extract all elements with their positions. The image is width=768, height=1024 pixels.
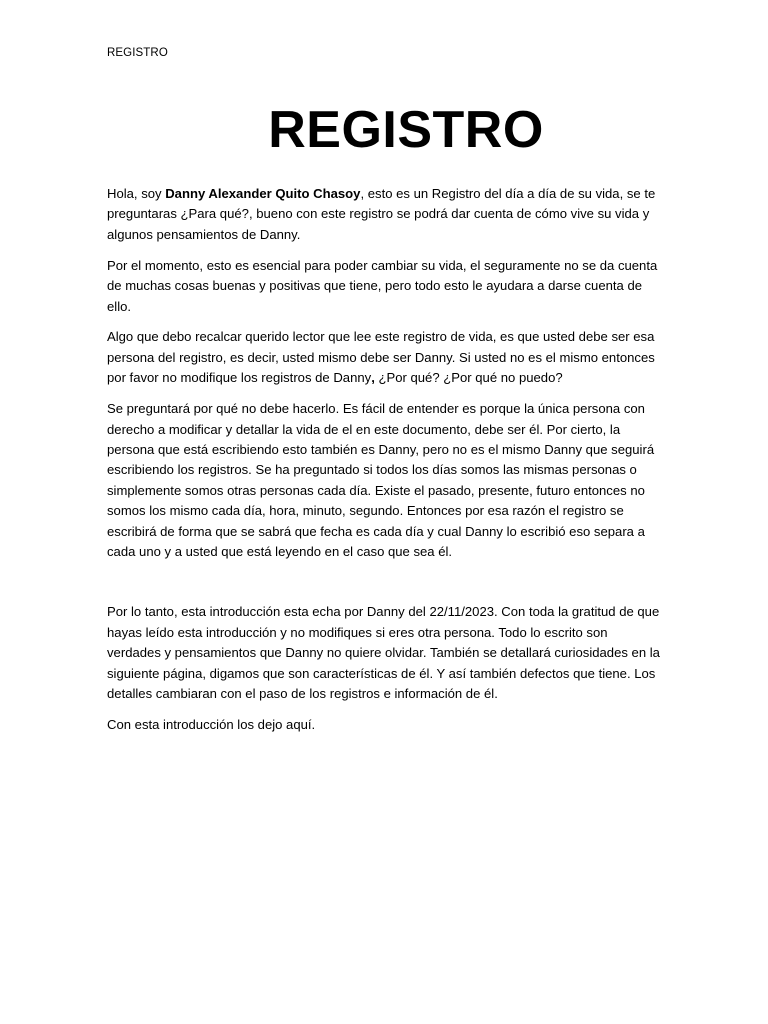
paragraph-date-note: Por lo tanto, esta introducción esta echa por Danny del 22/11/2023. Con toda la gratitud de que hayas leído esta introducción y no modifiques si eres otra persona. Todo lo escrito son verdades y pensamientos que Danny no quiere olvidar. También se detallará curiosidades en la siguiente página, digamos que son características de él. Y así también defectos que tiene. Los detalles cambiaran con el paso de los registros e información de él. — [107, 604, 660, 702]
paragraph-explanation: Se preguntará por qué no debe hacerlo. Es fácil de entender es porque la única persona con derecho a modificar y detallar la vida de el en este documento, debe ser él. Por cierto, la persona que está escribiendo esto también es Danny, pero no es el mismo Danny que seguirá escribiendo los registros. Se ha preguntado si todos los días somos las mismas personas o simplemente somos otras personas cada día. Existe el pasado, presente, futuro entonces no somos los mismo cada día, hora, minuto, segundo. Entonces por esa razón el registro se escribirá de forma que se sabrá que fecha es cada día y cual Danny lo escribió eso separa a cada uno y a usted que está leyendo en el caso que sea él. — [107, 401, 655, 559]
reader-note-comma: , — [371, 370, 375, 386]
reader-note-text: Algo que debo recalcar querido lector que lee este registro de vida, es que usted debe ser esa persona del registro, es decir, usted mismo debe ser Danny. Si usted no es el mismo entonces por favor no modifique los registros de Danny — [107, 329, 655, 386]
document-title: REGISTRO — [268, 101, 544, 159]
author-name: Danny Alexander Quito Chasoy — [165, 186, 361, 201]
reader-note-questions: ¿Por qué? ¿Por qué no puedo? — [374, 370, 563, 386]
document-body — [107, 184, 663, 746]
intro-text-after: , esto es un Registro del día a día de su vida, se te preguntaras ¿Para qué?, bueno con este registro se podrá dar cuenta de cómo vive su vida y algunos pensamientos de Danny. — [107, 186, 656, 242]
paragraph-purpose: Por el momento, esto es esencial para poder cambiar su vida, el seguramente no se da cuenta de muchas cosas buenas y positivas que tiene, pero todo esto le ayudara a darse cuenta de ello. — [107, 257, 658, 314]
paragraph-reader-note — [107, 327, 663, 388]
running-header: REGISTRO — [107, 47, 168, 59]
paragraph-intro — [107, 184, 663, 245]
intro-text-before: Hola, soy — [107, 186, 166, 201]
paragraph-closing: Con esta introducción los dejo aquí. — [107, 716, 316, 732]
